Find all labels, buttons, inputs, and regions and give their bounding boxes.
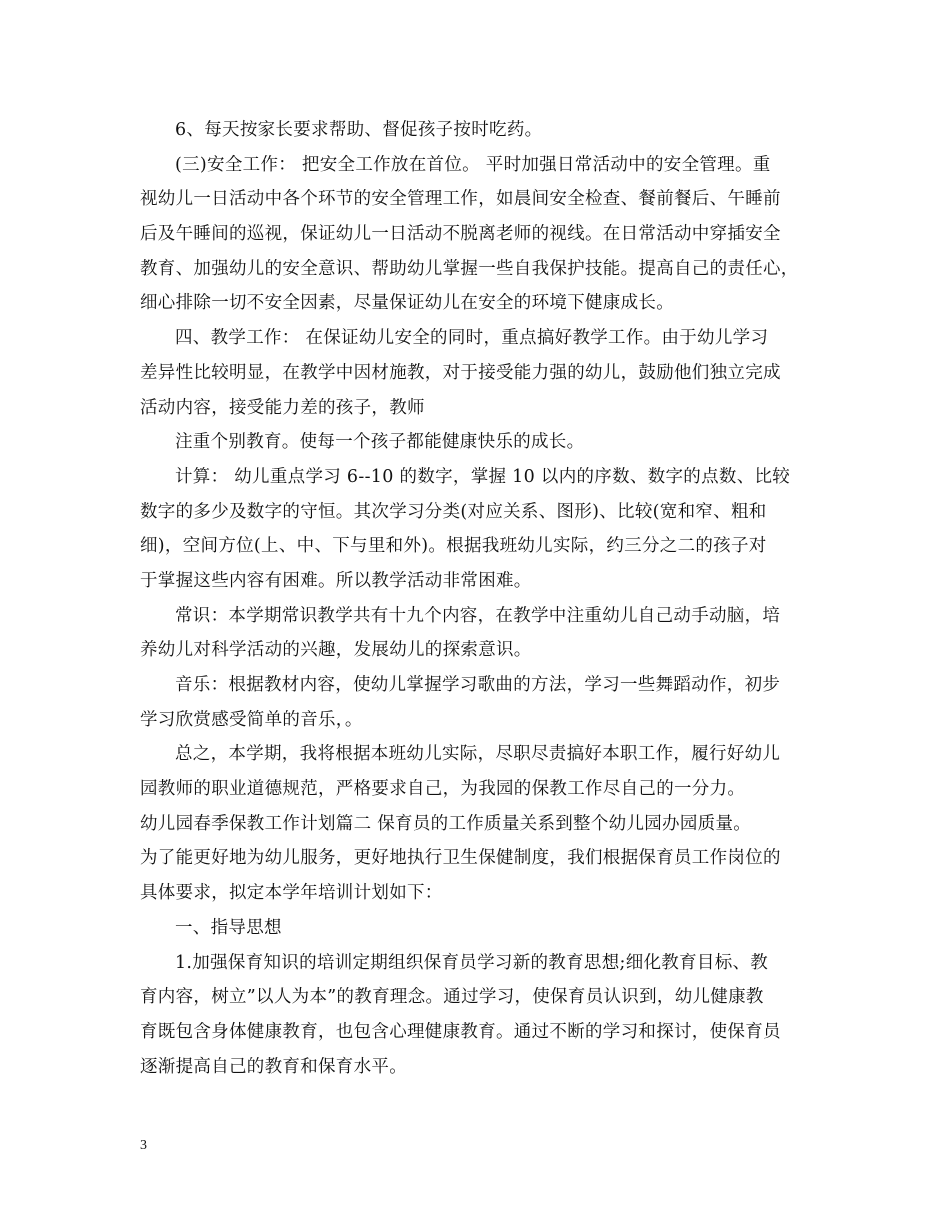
text-line: 学习欣赏感受简单的音乐，。 — [140, 709, 363, 730]
page-number: 3 — [140, 1138, 147, 1153]
text-line: 园教师的职业道德规范，严格要求自己，为我园的保教工作尽自己的一分力。 — [140, 779, 746, 800]
text-line: 四、教学工作： 在保证幼儿安全的同时，重点搞好教学工作。由于幼儿学习 — [175, 328, 769, 349]
document-body — [140, 113, 812, 1084]
text-line: 逐渐提高自己的教育和保育水平。 — [140, 1056, 407, 1077]
text-line: 1.加强保育知识的培训定期组织保育员学习新的教育思想;细化教育目标、教 — [175, 952, 769, 973]
text-line: 于掌握这些内容有困难。所以教学活动非常困难。 — [140, 570, 532, 591]
text-line: 养幼儿对科学活动的兴趣，发展幼儿的探索意识。 — [140, 640, 532, 661]
text-line: (三)安全工作： 把安全工作放在首位。 平时加强日常活动中的安全管理。重 — [175, 154, 771, 175]
text-line: 活动内容，接受能力差的孩子，教师 — [140, 397, 425, 418]
text-line: 音乐：根据教材内容，使幼儿掌握学习歌曲的方法，学习一些舞蹈动作，初步 — [175, 675, 781, 695]
text-line: 差异性比较明显，在教学中因材施教，对于接受能力强的幼儿，鼓励他们独立完成 — [140, 362, 781, 383]
text-line: 注重个别教育。使每一个孩子都能健康快乐的成长。 — [175, 432, 585, 453]
text-line: 一、指导思想 — [175, 917, 282, 938]
text-line: 幼儿园春季保教工作计划篇二 保育员的工作质量关系到整个幼儿园办园质量。 — [140, 813, 752, 834]
text-line: 育内容，树立”以人为本”的教育理念。通过学习，使保育员认识到，幼儿健康教 — [140, 987, 764, 1008]
text-line: 视幼儿一日活动中各个环节的安全管理工作，如晨间安全检查、餐前餐后、午睡前 — [140, 189, 781, 210]
text-line: 细心排除一切不安全因素，尽量保证幼儿在安全的环境下健康成长。 — [140, 293, 674, 314]
text-line: 后及午睡间的巡视，保证幼儿一日活动不脱离老师的视线。在日常活动中穿插安全 — [140, 224, 781, 245]
text-line: 为了能更好地为幼儿服务，更好地执行卫生保健制度，我们根据保育员工作岗位的 — [140, 848, 781, 869]
text-line: 总之，本学期，我将根据本班幼儿实际，尽职尽责搞好本职工作，履行好幼儿 — [175, 744, 781, 765]
text-line: 计算： 幼儿重点学习 6--10 的数字，掌握 10 以内的序数、数字的点数、比较 — [175, 466, 791, 487]
text-line: 6、每天按家长要求帮助、督促孩子按时吃药。 — [175, 120, 543, 140]
text-line: 教育、加强幼儿的安全意识、帮助幼儿掌握一些自我保护技能。提高自己的责任心， — [140, 258, 799, 279]
text-line: 数字的多少及数字的守恒。其次学习分类(对应关系、图形)、比较(宽和窄、粗和 — [140, 501, 767, 522]
text-line: 细)，空间方位(上、中、下与里和外)。根据我班幼儿实际，约三分之二的孩子对 — [140, 536, 767, 557]
text-line: 具体要求，拟定本学年培训计划如下： — [140, 883, 443, 904]
text-line: 常识：本学期常识教学共有十九个内容，在教学中注重幼儿自己动手动脑，培 — [175, 605, 781, 626]
text-line: 育既包含身体健康教育，也包含心理健康教育。通过不断的学习和探讨，使保育员 — [140, 1021, 781, 1042]
